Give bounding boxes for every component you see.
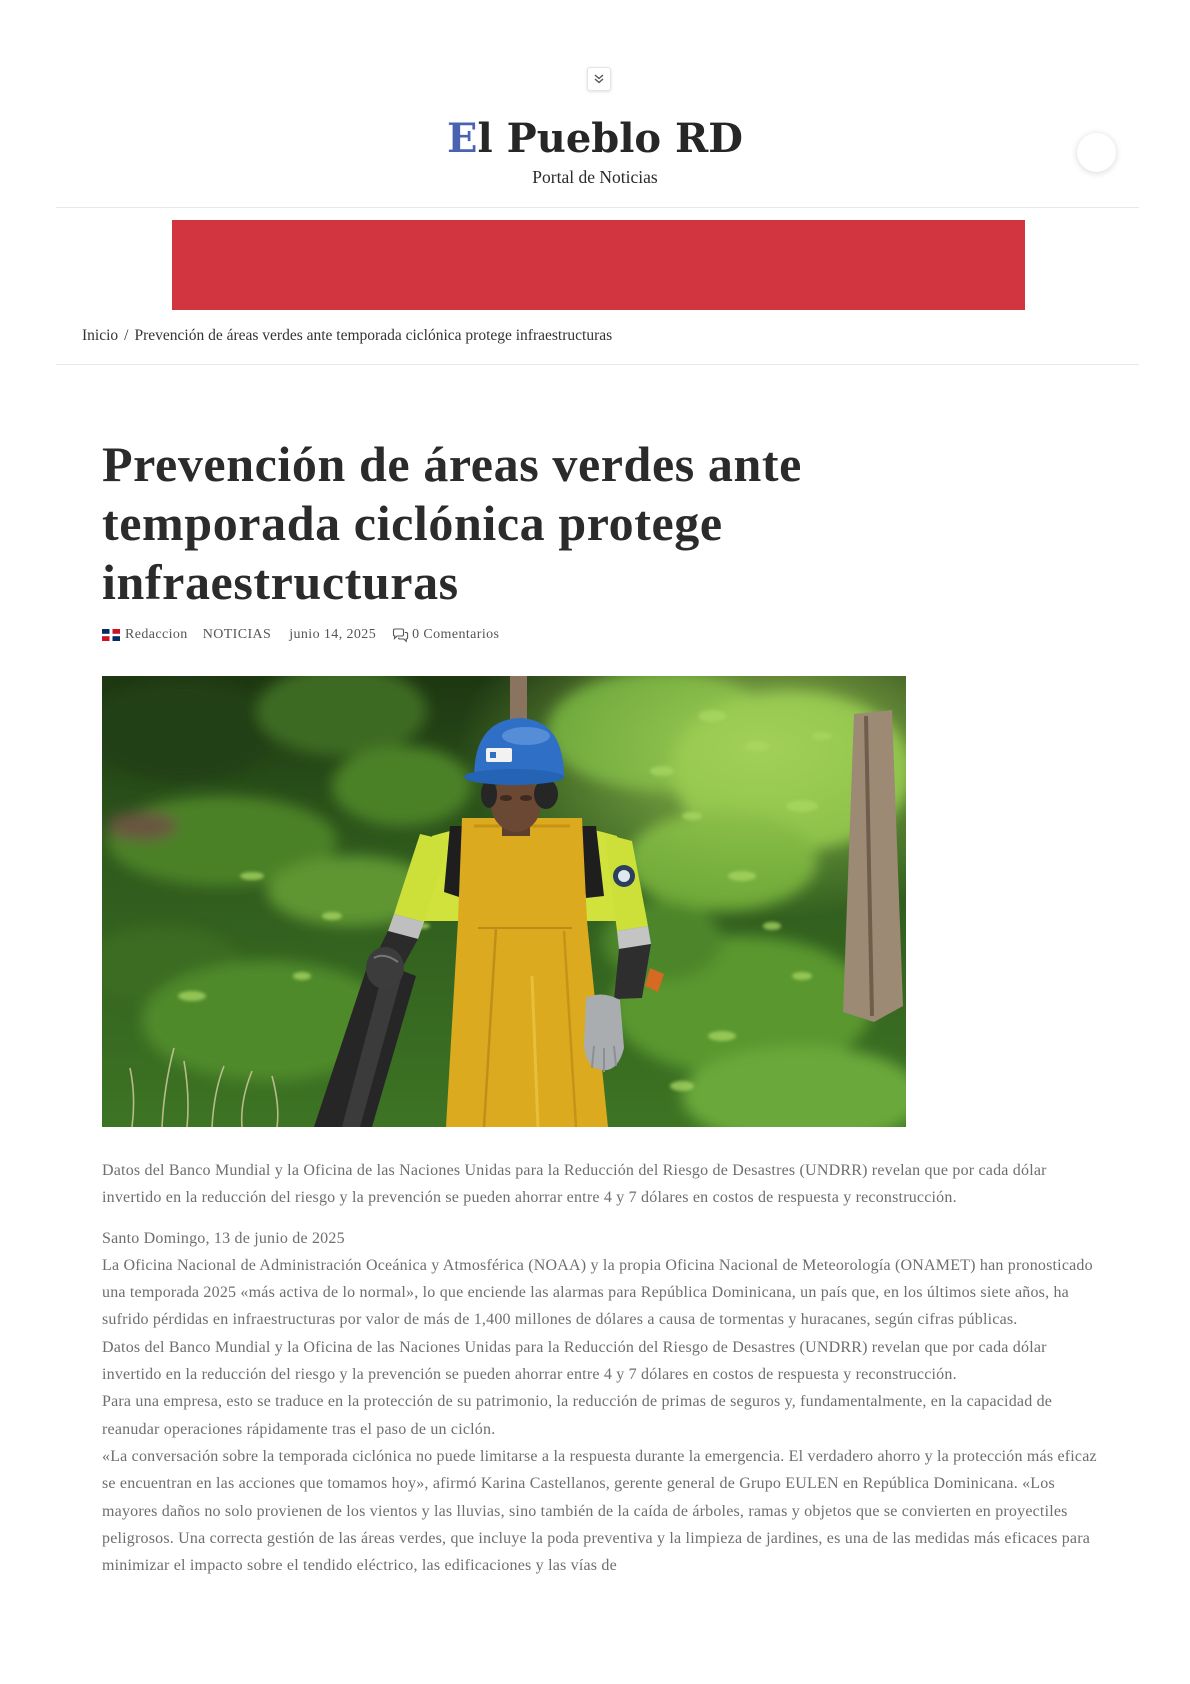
ad-banner[interactable] bbox=[172, 220, 1025, 310]
publish-date: junio 14, 2025 bbox=[289, 627, 377, 642]
article-paragraph: Para una empresa, esto se traduce en la protección de su patrimonio, la reducción de primas de seguros y, fundamentalmente, en la capacidad de reanudar operaciones rápidamente tras el paso de un ciclón. bbox=[102, 1393, 1053, 1438]
dominican-flag-icon bbox=[102, 629, 120, 641]
breadcrumb bbox=[82, 326, 612, 346]
author-link[interactable]: Redaccion bbox=[125, 627, 188, 642]
breadcrumb-home-link[interactable]: Inicio bbox=[82, 327, 119, 344]
round-toggle-button[interactable] bbox=[1077, 133, 1116, 172]
article-photo-graphic bbox=[102, 676, 906, 1127]
breadcrumb-separator: / bbox=[124, 327, 129, 344]
comments-icon bbox=[392, 628, 409, 643]
article-body bbox=[102, 1157, 1102, 1579]
article-photo bbox=[102, 676, 906, 1127]
collapse-header-button[interactable] bbox=[587, 67, 611, 91]
category-link[interactable]: NOTICIAS bbox=[202, 627, 272, 642]
site-title[interactable]: El Pueblo RD bbox=[447, 115, 743, 162]
double-chevron-down-icon bbox=[593, 73, 605, 85]
comments-link[interactable]: 0 Comentarios bbox=[412, 627, 500, 642]
breadcrumb-divider bbox=[56, 364, 1139, 365]
yellow-apron bbox=[446, 818, 608, 1127]
article-meta bbox=[102, 626, 499, 644]
left-glove bbox=[366, 947, 404, 989]
header-divider bbox=[56, 207, 1139, 208]
article-paragraph: Datos del Banco Mundial y la Oficina de las Naciones Unidas para la Reducción del Riesgo de Desastres (UNDRR) revelan que por cada dólar invertido en la reducción del riesgo y la prevención se pueden ahorrar entre 4 y 7 dólares en costos de respuesta y reconstrucción. bbox=[102, 1338, 1047, 1384]
article-dateline: Santo Domingo, 13 de junio de 2025 bbox=[102, 1229, 345, 1247]
breadcrumb-current: Prevención de áreas verdes ante temporada ciclónica protege infraestructuras bbox=[134, 327, 613, 344]
site-tagline: Portal de Noticias bbox=[532, 167, 658, 187]
article-lede: Datos del Banco Mundial y la Oficina de las Naciones Unidas para la Reducción del Riesgo de Desastres (UNDRR) revelan que por cada dólar invertido en la reducción del riesgo y la prevención se pueden ahorrar entre 4 y 7 dólares en costos de respuesta y reconstrucción. bbox=[102, 1162, 1047, 1207]
article-paragraph: La Oficina Nacional de Administración Oceánica y Atmosférica (NOAA) y la propia Oficina Nacional de Meteorología (ONAMET) han pronosticado una temporada 2025 «más activa de lo normal», lo que enciende las alarmas para República Dominicana, un país que, en los últimos siete años, ha sufrido pérdidas en infraestructuras por valor de más de 1,400 millones de dólares a causa de tormentas y huracanes, según cifras públicas. bbox=[102, 1256, 1093, 1329]
article-title: Prevención de áreas verdes ante temporada ciclónica protege infraestructuras bbox=[102, 436, 802, 610]
article-paragraph: «La conversación sobre la temporada ciclónica no puede limitarse a la respuesta durante la emergencia. El verdadero ahorro y la protección más eficaz se encuentran en las acciones que tomamos hoy», afirmó Karina Castellanos, gerente general de Grupo EULEN en República Dominicana. «Los mayores daños no solo provienen de los vientos y las lluvias, sino también de la caída de árboles, ramas y objetos que se convierten en proyectiles peligrosos. Una correcta gestión de las áreas verdes, que incluye la poda preventiva y la limpieza de jardines, es una de las medidas más eficaces para minimizar el impacto sobre el tendido eléctrico, las edificaciones y las vías de bbox=[102, 1447, 1097, 1575]
